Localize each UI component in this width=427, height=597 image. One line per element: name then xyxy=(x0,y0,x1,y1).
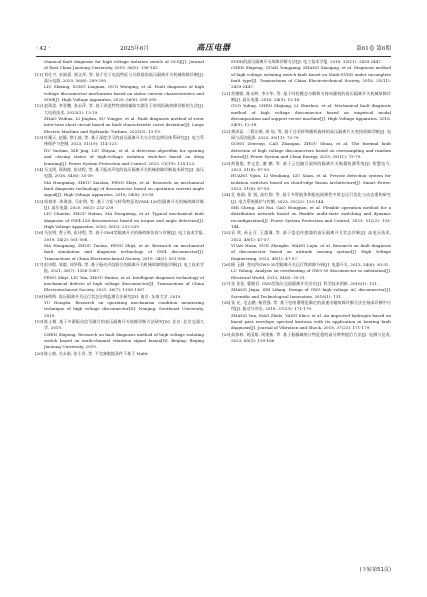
reference-entry xyxy=(36,180,204,199)
reference-entry xyxy=(36,211,204,230)
reference-text: ZHAO Wuhua, LI Jinglan, XU Yongjie, et al. Fault diagnosis method of rotor inter-turn short circuit based on fault characteristic curve deviation[J]. Large Electric Machine and Hydraulic Turbine, 2023(3): 13-19. xyxy=(44,116,204,134)
reference-entry xyxy=(223,65,391,90)
reference-number: [14] xyxy=(35,166,44,172)
reference-text: ZHANG Yun, MAO Zhide, YANG Shici, et al. An improved hydrogen based on lineal pass envelope spectral kurtosis with its application in bearing fault diagnosis[J]. Journal of Vibration and Shock, 2018, 37(23): 171-179. xyxy=(231,312,391,331)
reference-text: 苏德敏, 陈永辉, 李少华, 等. 基于经验模态分解和支持向量机的高压隔离开关机械故障诊断[J]. 高压电器, 2018, 54(9): 12-18. xyxy=(231,90,391,103)
page-header xyxy=(36,43,391,55)
reference-text: ZHANG Jiajia, SHI Lifang. Design of GW5 high voltage AC disconnector[J]. Scientific and Technological Innovation, 2016(1): 131. xyxy=(231,287,391,299)
reference-text: 孔 春丽, 张 锐, 高红翔, 等. 基于多智能体和配电网弹性多时态运行优化与动态重构研究[J]. 电力系统保护与控制, 2023, 51(22): 133-144. xyxy=(231,192,391,204)
reference-text: PENG Shiyi, LIU Yan, ZHOU Haitao, et al. Intelligent diagnosis technology of mechanical defects of high voltage disconnector[J]. Transactions of China Electrotechnical Society, 2021, 36(7): 1356-1367. xyxy=(44,274,204,293)
reference-text: 高春林, 刘国翔, 周建新, 等. 基于振幅域统计特征稳的高分辨率提后方法[J]. 电测与仪表, 2023, 60(2): 159-166. xyxy=(231,331,391,344)
reference-number: [13] xyxy=(35,135,44,141)
reference-entry xyxy=(36,319,204,332)
reference-text: MA Hongming, ZHOU Xiaolan, PENG Shiyi, et al. Research on mechanical fault diagnosis technology of disconnector based on operation current angle signal[J]. High Voltage Apparatus, 2018, 54(8): 33-39. xyxy=(44,179,204,198)
reference-number: [24] xyxy=(222,192,231,198)
reference-number: [12] xyxy=(35,103,44,109)
reference-entry xyxy=(223,300,391,313)
reference-entry xyxy=(36,148,204,167)
reference-entry xyxy=(36,275,204,294)
reference-entry xyxy=(36,230,204,243)
reference-text: MA Hongming, ZHOU Taotao, PENG Shiyi, et al. Research on mechanical fault simulation and diagnosis technology of GW4 disconnector[J]. Transactions of China Electrotechnical Society, 2019, 34(2): 501-508. xyxy=(44,242,204,261)
reference-text: CHEN Shipeng, GUAN Yonggang, ZHANG Xiaoqing, et al. Diagnosis method of high voltage isolating switch fault based on Multi-SVDD under incomplete fault type[J]. Transactions of China Electrotechnical Society, 2018, 33(11): 2439-2447. xyxy=(231,65,391,90)
reference-entry xyxy=(36,59,204,72)
reference-entry xyxy=(223,103,391,128)
reference-entry xyxy=(223,205,391,230)
reference-entry xyxy=(223,161,391,174)
reference-entry xyxy=(36,84,204,103)
reference-entry xyxy=(36,72,204,85)
reference-text: YU Hongda. Research on operating mechanism condition monitoring technique of high voltage disconnector[D]. Nanjing: Southeast University, 2019. xyxy=(44,300,204,318)
reference-text: 刘仕兴, 宋福嘉, 郭文翠, 等. 基于定子电流特征与关联基的高压隔离开关机械故障诊断[J]. 高压电器, 2020, 56(6): 289-295. xyxy=(44,71,204,84)
reference-text: 马文明, 邢海波, 彭诗程, 等. 基于振动声纹的高压隔离开关机械故障诊断技术研究[J]. 高压电器, 2018, 54(8): 33-39. xyxy=(44,166,204,179)
reference-text: DU Yaotian, XIE Jing, LIU Zhiyan, et al. A detection algorithm for opening and closing states of high-voltage isolation switches based on deep learning[J]. Power System Protection and Control, 2023, 51(19): 114-123. xyxy=(44,147,204,166)
reference-entry xyxy=(36,300,204,319)
reference-entry xyxy=(36,332,204,351)
reference-number: [26] xyxy=(222,262,231,267)
volume-issue: 第61卷 第6期 xyxy=(356,46,391,52)
reference-entry xyxy=(36,351,204,357)
reference-text: 黄俊俊, 李文竞, 谢 鹏, 等. 基于云边融合架构的隔离开关集精检测系统[J]. 智慧电力, 2023, 51(8): 87-93. xyxy=(231,160,391,172)
reference-text: LIU Shixing, SONG Lingnan, GUO Wenqing, et al. Fault diagnosis of high voltage disconnector mechanism based on stator current characteristics and SOM[J]. High Voltage Apparatus, 2020, 56(6): 289-295. xyxy=(44,84,204,103)
reference-number: [29] xyxy=(222,331,231,337)
reference-number: [23] xyxy=(222,160,231,166)
reference-entry xyxy=(223,129,391,142)
reference-text: SHI Cheng, AN Rui, GAO Hongjian, et al. Flexible operation method for a distribution network based on flexible multi-state switching and dynamic reconfiguration[J]. Power System Protection and Control, 2023, 51(22): 133-144. xyxy=(231,204,391,229)
page-number: · 42 · xyxy=(36,46,51,52)
reference-text: 赵琦思, 李晋鹏, 张永萍, 等. 基于改进特性曲线辅助实测引于时间短缺故障诊断的方法[J]. 大电机技术, 2023(3): 13-19. xyxy=(44,103,204,115)
reference-entry xyxy=(36,103,204,116)
reference-number: [28] xyxy=(222,300,231,306)
reference-text: 周春荣, 周海涛, 马宏明, 等. 基于力矩与转角特征的GW4-126型隔离开关机械故障诊断[J]. 高压电器, 2020, 56(2): 232-239. xyxy=(44,198,204,210)
reference-entry xyxy=(223,313,391,332)
reference-number: [15] xyxy=(35,198,44,204)
issue-date: 2025年6月 xyxy=(120,46,149,52)
reference-number: [27] xyxy=(222,281,231,287)
reference-text: LIU Chunlai, ZHOU Haitao, MA Hongming, et al. Typical mechanical fault diagnosis of GW4-126 disconnector based on torque and angle detection[J]. High Voltage Apparatus, 2020, 56(2): 232-239. xyxy=(44,211,204,229)
reference-text: 张 佳佳, 曹晓君. GW5型高压交流隔离开关设计[J]. 科学技术创新, 2016(1): 131. xyxy=(231,281,379,287)
references-right-column xyxy=(223,59,391,344)
reference-number: [18] xyxy=(35,293,44,299)
reference-entry xyxy=(36,116,204,135)
reference-number: [19] xyxy=(35,319,44,325)
continuation-note: (下转第51页) xyxy=(359,567,391,573)
reference-entry xyxy=(223,332,391,345)
reference-number: [16] xyxy=(35,230,44,236)
reference-text: 陈士桢. 基于多源振动信号融合的高压隔离开关故障诊断方法研究[D]. 北京: 北京交通大学, 2019. xyxy=(44,319,204,331)
reference-text: GUO Yuling, CHEN Shijiang, LI Shuzhuo, et al. Mechanical fault diagnosis method of high voltage disconnector based on empirical modal decomposition and support vector machine[J]. High Voltage Apparatus, 2018, 54(9): 12-18. xyxy=(231,103,391,128)
reference-text: 杨明鸣. 高压隔离开关运行状态在线监测方法研究[D]. 南京: 东南大学, 2019. xyxy=(44,293,182,299)
reference-entry xyxy=(223,141,391,160)
reference-text: CHEN Shipeng. Research on fault diagnosis method of high voltage isolating switch based on multi-channel vibration signal fusion[D]. Beijing: Beijing Jiaotong University, 2019. xyxy=(44,331,204,350)
reference-text: GONG Zewenyi, CAO Zhangan, ZHOU Shuai, et al. The thermal fault detection of high voltage disconnectors based on oversampling and random forest[J]. Power System and Clean Energy, 2023, 39(11): 72-79. xyxy=(231,141,391,160)
reference-number: [21] xyxy=(222,90,231,96)
reference-entry xyxy=(223,173,391,192)
reference-text: HUANG Yijun, LI Wenliang, LIU Xuan, et al. Precise detection system for isolation switches based on cloud-edge fusion architecture[J]. Smart Power, 2023, 51(8): 87-93. xyxy=(231,173,391,191)
reference-entry xyxy=(223,192,391,205)
reference-text: YUAN Huan, SUN Zhengke, WANG Lujin, et al. Research on fault diagnosis of disconnector based on attitude sensing system[J]. High Voltage Engineering, 2022, 48(1): 47-57. xyxy=(231,242,391,261)
reference-number: [11] xyxy=(35,71,44,77)
reference-entry xyxy=(36,135,204,148)
reference-entry xyxy=(36,199,204,212)
reference-text: 杜耀天, 赵静, 徐小波, 等. 基于深度学习的高压隔离开关分合状态辨识体系研究[J]. 电力系统保护与控制, 2023, 51(19): 114-123. xyxy=(44,135,204,147)
reference-entry xyxy=(36,167,204,180)
reference-text: 马宏明, 曾子鸣, 彭诗程, 等. 基于GW4型隔离开关机械故障仿真与诊断[J]. 电工技术学报, 2019, 34(2): 501-508. xyxy=(44,230,204,242)
reference-number: [22] xyxy=(222,128,231,134)
reference-entry xyxy=(223,230,391,243)
reference-entry xyxy=(36,262,204,275)
references-left-column xyxy=(36,59,204,357)
header-rule xyxy=(36,56,391,57)
reference-number: [20] xyxy=(35,350,44,356)
journal-title: 高压电器 xyxy=(196,43,231,52)
reference-number: [25] xyxy=(222,230,231,236)
reference-entry xyxy=(223,287,391,300)
reference-text: chanical fault diagnosis for high voltage isolation switch of OCSJ[J]. Journal of East China Jiaotong University, 2019, 36(5): 136-142. xyxy=(44,59,204,71)
reference-entry xyxy=(223,243,391,262)
reference-text: 彭诗程, 邹毅, 刘华锋, 等. 基于振动声纹联合的隔离开关机械故障智能诊断[J]. 电工技术学报, 2021, 36(7): 1356-1367. xyxy=(44,262,204,274)
reference-number: [17] xyxy=(35,262,44,267)
reference-text: SVDD的高压隔离开关故障诊断方法[J]. 电工技术学报, 2018, 33(11): 2439-2447. xyxy=(231,59,383,64)
reference-text: 张 允, 毛志鹏, 杨晋强, 等. 基于包络谱理论确定的高速动磁故障诊断方法在轴承诊断中应用[J]. 振动与冲击, 2018, 37(23): 171-179. xyxy=(231,300,391,312)
reference-text: 陈士桢, 关永刚, 张小青, 等. 不完备数据条件下基于 Multi- xyxy=(44,350,149,356)
reference-entry xyxy=(36,243,204,262)
reference-text: LU Yulong. Analysis on overheating of GW5-35 disconnector in substation[J]. Electrical World, 2013, 54(6): 30-31. xyxy=(231,268,391,280)
reference-text: 龚泽谈, 二曹在阔, 周 灿, 等. 基于过采样和随机森林的高压隔离开关变热故障诊断[J]. 电网与清洁能源, 2023, 39(11): 72-79. xyxy=(231,128,391,141)
reference-entry xyxy=(223,268,391,281)
reference-text: 顾 玉静. 变电所GW5-35型隔离开关运行铁故障分析[J]. 电器开关, 2013, 54(6): 30-31. xyxy=(231,262,390,267)
reference-entry xyxy=(223,91,391,104)
reference-text: 袁 欢, 孙正可, 王露瑾, 等. 基于姿态传感器的高压隔离开关状态诊断[J]. 高电压技术, 2022, 48(1): 47-57. xyxy=(231,230,391,242)
